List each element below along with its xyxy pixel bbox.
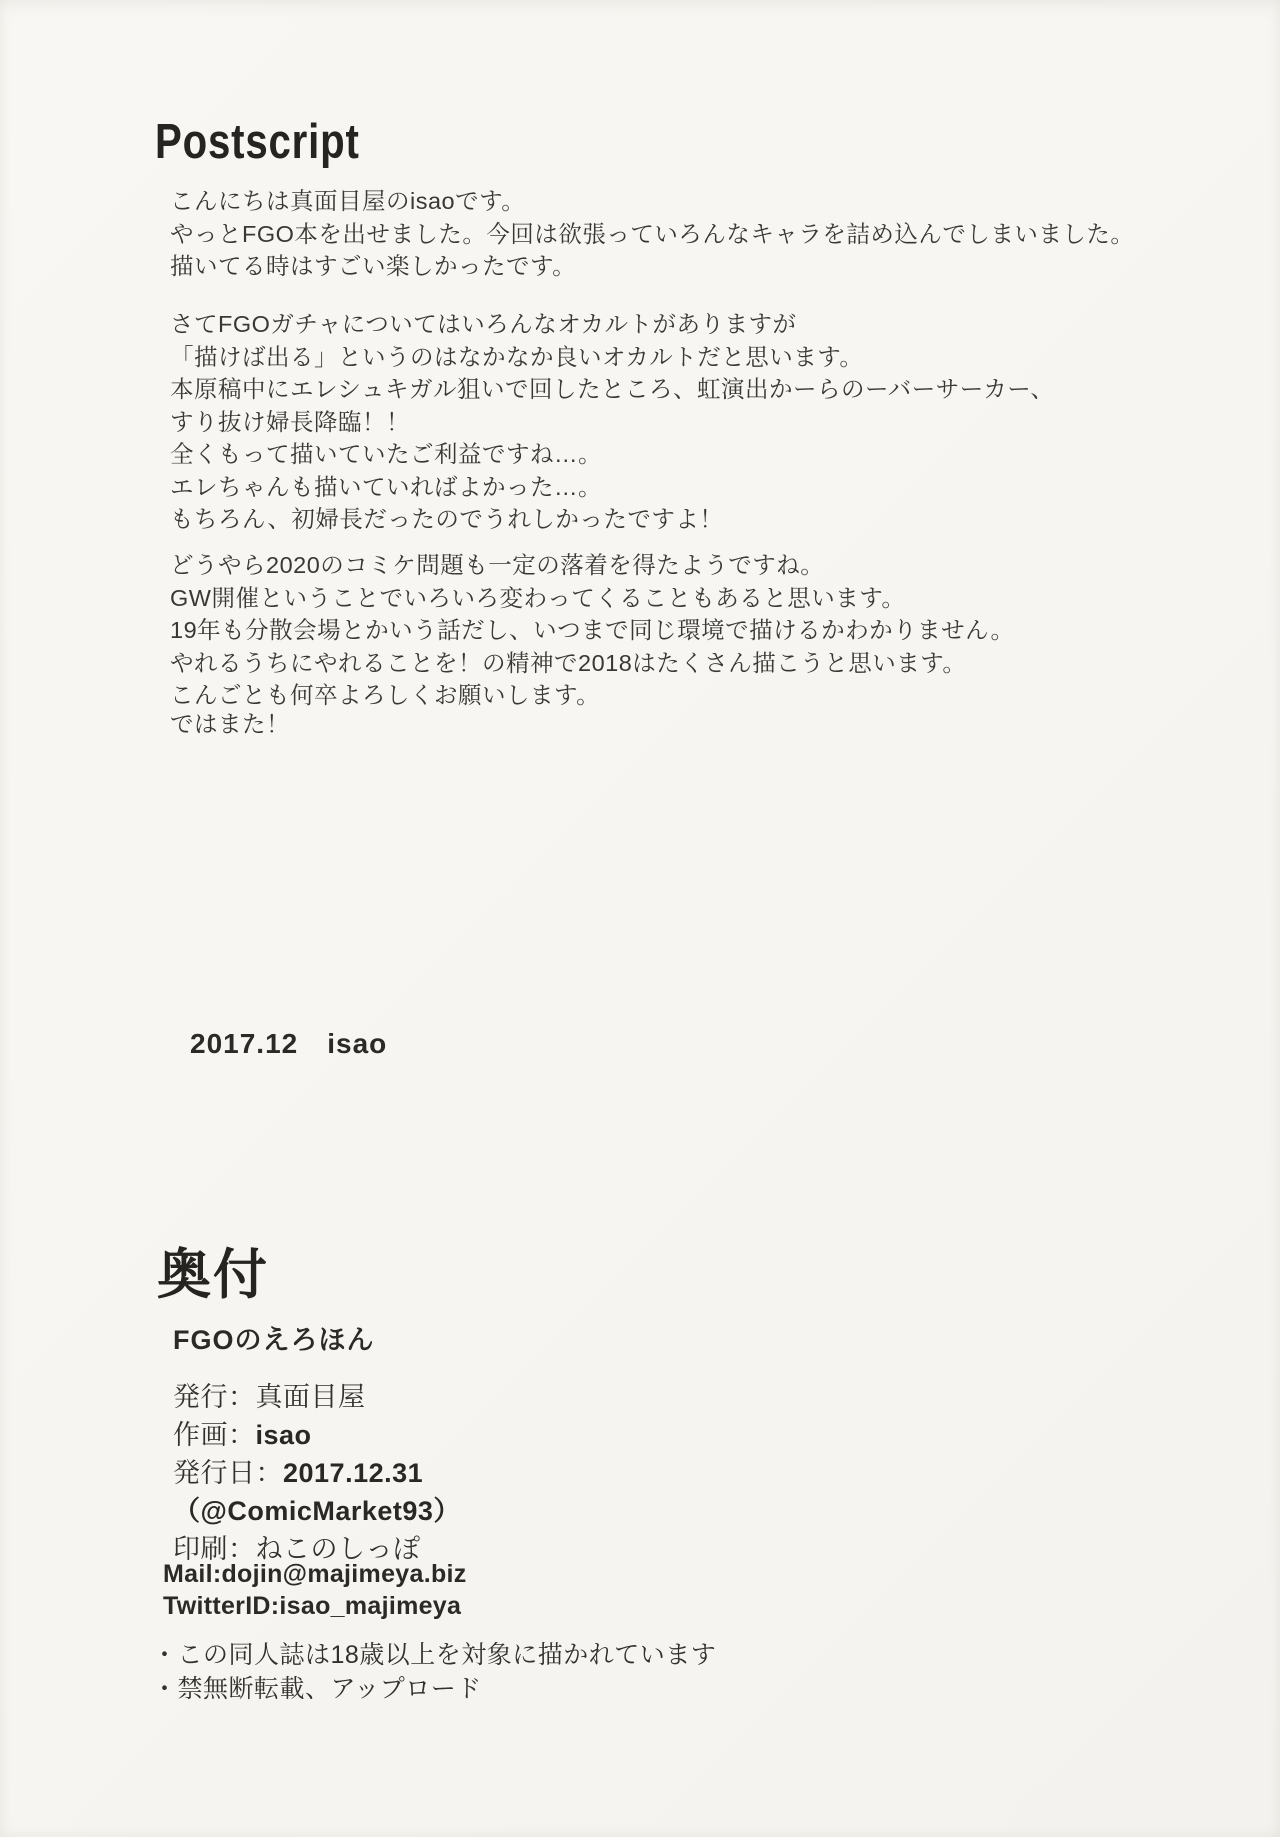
- text-line: やれるうちにやれることを！の精神で2018はたくさん描こうと思います。: [170, 649, 967, 676]
- contact-info: [163, 1558, 467, 1622]
- detail-label: 発行：: [173, 1382, 256, 1412]
- colophon-details: [173, 1378, 461, 1568]
- detail-value: （@ComicMarket93）: [173, 1496, 461, 1526]
- text-line: やっとFGO本を出せました。今回は欲張っていろんなキャラを詰め込んでしまいました。: [170, 220, 1135, 247]
- colophon-heading: 奥付: [157, 1245, 269, 1305]
- detail-publisher: [173, 1378, 461, 1416]
- detail-artist: [173, 1416, 461, 1454]
- postscript-paragraph-1: [170, 185, 1134, 283]
- signature-date: 2017.12 isao: [190, 1028, 388, 1059]
- text-line: 「描けば出る」というのはなかなか良いオカルトだと思います。: [170, 343, 864, 370]
- text-line: 19年も分散会場とかいう話だし、いつまで同じ環境で描けるかわかりません。: [170, 617, 1015, 643]
- detail-label: 発行日：: [173, 1458, 283, 1488]
- text-line: こんにちは真面目屋のisaoです。: [170, 188, 526, 214]
- text-line: すり抜け婦長降臨！！: [170, 408, 410, 435]
- contact-twitter: TwitterID:isao_majimeya: [163, 1592, 462, 1620]
- detail-event: [173, 1492, 461, 1530]
- detail-publish-date: [173, 1454, 461, 1492]
- book-title: FGOのえろほん: [173, 1325, 375, 1355]
- text-line: さてFGOガチャについてはいろんなオカルトがありますが: [170, 311, 797, 337]
- detail-value: isao: [255, 1420, 312, 1450]
- note-age-rating: ・この同人誌は18歳以上を対象に描かれています: [152, 1641, 717, 1669]
- detail-label: 作画：: [173, 1420, 256, 1450]
- postscript-closing: [170, 708, 290, 741]
- text-line: 本原稿中にエレシュキガル狙いで回したところ、虹演出かーらのーバーサーカー、: [170, 376, 1055, 402]
- colophon-notes: [152, 1638, 716, 1706]
- detail-value: 真面目屋: [255, 1382, 366, 1412]
- text-line: GW開催ということでいろいろ変わってくることもあると思います。: [170, 584, 906, 611]
- detail-value: ねこのしっぽ: [255, 1534, 421, 1564]
- text-line: 全くもって描いていたご利益ですね…。: [170, 441, 602, 467]
- text-line: もちろん、初婦長だったのでうれしかったですよ！: [170, 506, 724, 532]
- detail-value: 2017.12.31: [283, 1458, 424, 1488]
- detail-label: 印刷：: [173, 1534, 256, 1564]
- text-line: 描いてる時はすごい楽しかったです。: [170, 253, 577, 279]
- note-no-reupload: ・禁無断転載、アップロード: [152, 1675, 482, 1703]
- postscript-paragraph-3: [170, 549, 1015, 712]
- postscript-paragraph-2: [170, 308, 1054, 536]
- postscript-heading: Postscript: [155, 115, 360, 169]
- text-line: ではまた！: [170, 711, 290, 737]
- text-line: エレちゃんも描いていればよかった…。: [170, 473, 602, 500]
- text-line: こんごとも何卒よろしくお願いします。: [170, 682, 601, 708]
- contact-mail: Mail:dojin@majimeya.biz: [163, 1560, 467, 1588]
- text-line: どうやら2020のコミケ問題も一定の落着を得たようですね。: [170, 552, 825, 578]
